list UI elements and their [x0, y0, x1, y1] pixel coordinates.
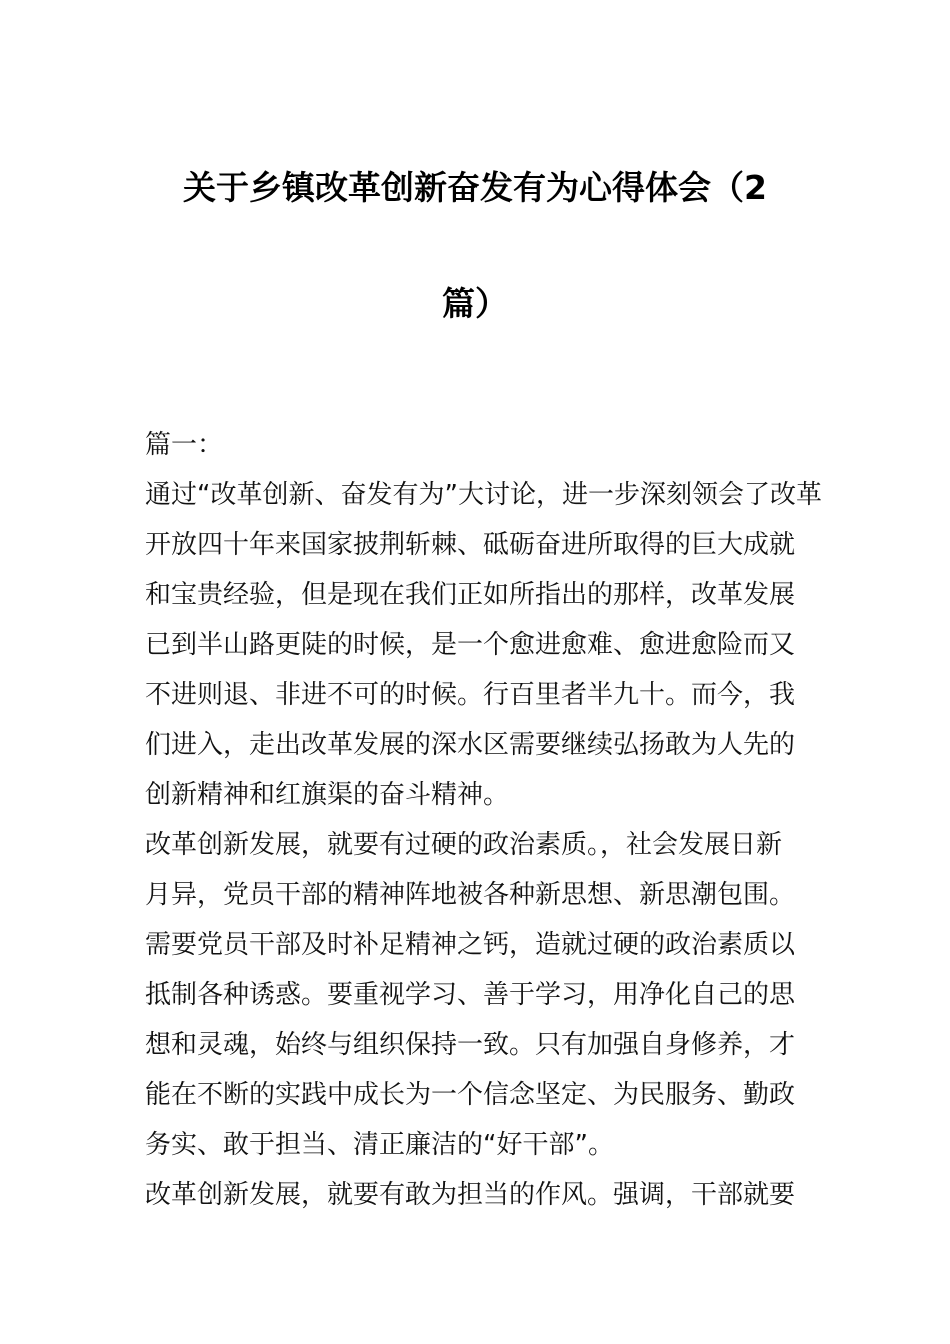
body-line: 务实、敢于担当、清正廉洁的“好干部”。 [145, 1130, 614, 1160]
body-line: 抵制各种诱惑。要重视学习、善于学习，用净化自己的思 [145, 980, 796, 1010]
body-line: 不进则退、非进不可的时候。行百里者半九十。而今，我 [145, 680, 796, 710]
body-line: 已到半山路更陡的时候，是一个愈进愈难、愈进愈险而又 [145, 630, 796, 660]
body-line: 想和灵魂，始终与组织保持一致。只有加强自身修养，才 [145, 1030, 796, 1060]
body-line: 改革创新发展，就要有敢为担当的作风。强调，干部就要 [145, 1180, 796, 1210]
body-line: 创新精神和红旗渠的奋斗精神。 [145, 780, 510, 810]
body-line: 需要党员干部及时补足精神之钙，造就过硬的政治素质以 [145, 930, 796, 960]
section-heading: 篇一： [145, 430, 224, 460]
document-title-line-1: 关于乡镇改革创新奋发有为心得体会（2 [183, 168, 767, 207]
document-body [145, 420, 825, 1220]
body-line: 月异，党员干部的精神阵地被各种新思想、新思潮包围。 [145, 880, 796, 910]
document-title-line-2: 篇） [442, 284, 508, 323]
body-line: 能在不断的实践中成长为一个信念坚定、为民服务、勤政 [145, 1080, 796, 1110]
body-line: 改革创新发展，就要有过硬的政治素质。，社会发展日新 [145, 830, 783, 860]
body-line: 通过“改革创新、奋发有为”大讨论，进一步深刻领会了改革 [145, 480, 822, 510]
body-line: 和宝贵经验，但是现在我们正如所指出的那样，改革发展 [145, 580, 796, 610]
body-line: 们进入，走出改革发展的深水区需要继续弘扬敢为人先的 [145, 730, 796, 760]
body-line: 开放四十年来国家披荆斩棘、砥砺奋进所取得的巨大成就 [145, 530, 796, 560]
